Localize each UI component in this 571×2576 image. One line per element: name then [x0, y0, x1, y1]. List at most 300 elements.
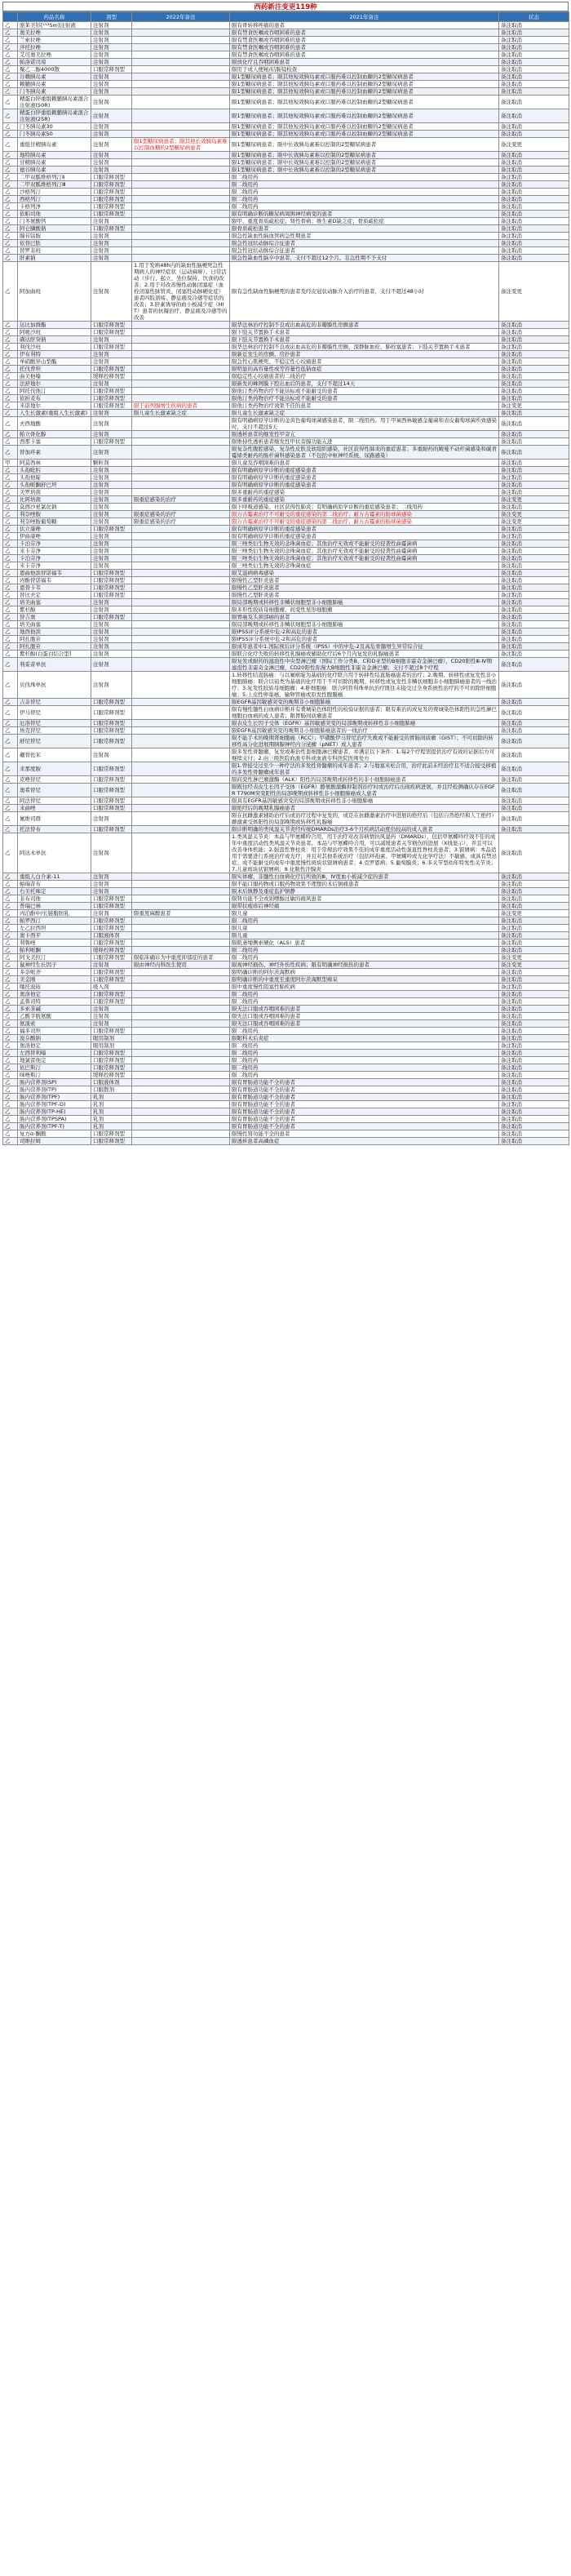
cell-grade: 乙	[3, 211, 18, 218]
cell-note-2022	[132, 388, 230, 395]
table-row	[3, 446, 569, 460]
cell-note-2021: 限二线用药	[230, 1064, 499, 1072]
cell-name: 地氯雷他定	[18, 1057, 91, 1064]
cell-status: 备注取消	[499, 621, 569, 628]
cell-form: 眼用制剂	[91, 1035, 132, 1042]
cell-grade: 乙	[3, 651, 18, 658]
cell-note-2022	[132, 336, 230, 344]
cell-note-2022	[132, 233, 230, 240]
cell-note-2022	[132, 651, 230, 658]
cell-grade: 乙	[3, 1042, 18, 1050]
cell-name: 奥洛他定	[18, 991, 91, 998]
cell-status: 备注变更	[499, 962, 569, 969]
table-row	[3, 329, 569, 336]
cell-status: 备注取消	[499, 1028, 569, 1035]
cell-note-2021: 限骨质疏松患者	[230, 225, 499, 233]
cell-grade: 乙	[3, 954, 18, 962]
cell-status: 备注取消	[499, 570, 569, 577]
cell-note-2021: 限二线用药	[230, 196, 499, 203]
table-row	[3, 336, 569, 344]
cell-grade: 乙	[3, 614, 18, 621]
table-row	[3, 1116, 569, 1123]
cell-grade: 乙	[3, 1086, 18, 1094]
cell-note-2021: 限既往经表皮生长因子受体（EGFR）酪氨酸激酶抑制剂治疗时或治疗后出现疾病进展，并且经检测确认存在EGFR T790M突变阳性的局部晚期或转移性非小细胞肺癌成人患者	[230, 784, 499, 797]
cell-form: 注射剂	[91, 218, 132, 225]
cell-status: 备注变更	[499, 402, 569, 410]
cell-status: 备注取消	[499, 1013, 569, 1020]
cell-grade: 乙	[3, 59, 18, 66]
cell-form: 注射剂	[91, 44, 132, 51]
cell-note-2021: 限在抗雌激素辅助治疗后或治疗过程中复发的，或是在抗雌激素治疗中进展的绝经后（包括自然绝经和人工绝经）雌激素受体阳性的局部晚期或转移性乳腺癌	[230, 812, 499, 826]
cell-name: 单硝酸异山梨酯	[18, 358, 91, 366]
cell-grade: 乙	[3, 1013, 18, 1020]
cell-form: 注射剂	[91, 167, 132, 174]
table-row	[3, 526, 569, 533]
cell-status: 备注变更	[499, 262, 569, 322]
cell-form: 口服常释剂型	[91, 976, 132, 984]
cell-note-2022	[132, 776, 230, 784]
cell-form: 口服常释剂型	[91, 189, 132, 196]
cell-status: 备注取消	[499, 533, 569, 540]
cell-grade: 乙	[3, 1101, 18, 1108]
table-row	[3, 727, 569, 735]
cell-form: 注射剂	[91, 446, 132, 460]
cell-grade: 乙	[3, 643, 18, 651]
cell-status: 备注取消	[499, 727, 569, 735]
cell-status: 备注取消	[499, 395, 569, 402]
cell-name: 伊马替尼	[18, 706, 91, 720]
cell-note-2021: 限二线用药	[230, 954, 499, 962]
cell-note-2021: 限多重耐药的重症感染	[230, 496, 499, 504]
cell-status: 备注取消	[499, 1035, 569, 1042]
table-row	[3, 366, 569, 373]
cell-grade: 乙	[3, 533, 18, 540]
cell-note-2022	[132, 203, 230, 211]
cell-note-2022	[132, 22, 230, 29]
cell-note-2022	[132, 446, 230, 460]
cell-grade: 乙	[3, 410, 18, 417]
cell-note-2022	[132, 998, 230, 1006]
cell-status: 备注取消	[499, 584, 569, 592]
cell-status: 备注取消	[499, 762, 569, 776]
cell-note-2022	[132, 29, 230, 37]
cell-grade: 乙	[3, 962, 18, 969]
cell-status: 备注取消	[499, 1130, 569, 1138]
table-row	[3, 511, 569, 518]
cell-form: 口服常释剂型	[91, 805, 132, 812]
cell-grade: 乙	[3, 174, 18, 181]
cell-status: 备注取消	[499, 460, 569, 467]
cell-form: 注射剂	[91, 511, 132, 518]
cell-status: 备注取消	[499, 873, 569, 881]
cell-form: 缓释控释剂型	[91, 373, 132, 380]
cell-form: 口服常释剂型	[91, 895, 132, 903]
cell-name: 莫西沙星氯化钠	[18, 504, 91, 511]
cell-grade: 乙	[3, 903, 18, 910]
cell-note-2021: 限有骨转移疼痛的患者	[230, 22, 499, 29]
cell-name: 肝素钠	[18, 255, 91, 262]
cell-status: 备注取消	[499, 1006, 569, 1013]
cell-name: 门冬氨酸钙	[18, 218, 91, 225]
cell-status: 备注取消	[499, 526, 569, 533]
cell-grade: 乙	[3, 998, 18, 1006]
cell-note-2022	[132, 1057, 230, 1064]
cell-name: 普瑞巴林	[18, 903, 91, 910]
cell-form: 口服常释剂型	[91, 903, 132, 910]
cell-name: 依帕司他	[18, 211, 91, 218]
cell-note-2021: 限眼科术后炎症	[230, 1035, 499, 1042]
cell-form: 注射剂	[91, 123, 132, 131]
cell-name: 多奈哌齐	[18, 969, 91, 976]
cell-status: 备注取消	[499, 203, 569, 211]
cell-grade: 乙	[3, 88, 18, 95]
cell-status: 备注取消	[499, 446, 569, 460]
table-row	[3, 548, 569, 555]
table-row	[3, 73, 569, 81]
cell-name: 埃克替尼	[18, 727, 91, 735]
cell-grade: 乙	[3, 939, 18, 947]
cell-note-2021: 限二线用药	[230, 181, 499, 189]
cell-grade: 乙	[3, 910, 18, 917]
cell-status: 备注取消	[499, 592, 569, 599]
cell-note-2022	[132, 925, 230, 932]
table-row	[3, 1020, 569, 1028]
cell-status: 备注取消	[499, 888, 569, 895]
cell-note-2022	[132, 1138, 230, 1145]
cell-name: 精蛋白锌重组赖脯胰岛素混合注射液(50R)	[18, 95, 91, 109]
table-row	[3, 651, 569, 658]
cell-grade: 乙	[3, 805, 18, 812]
cell-name: 重组人白介素-11	[18, 873, 91, 881]
cell-form: 注射剂	[91, 482, 132, 489]
cell-note-2021: 限胃癌及头颈部癌的患者	[230, 614, 499, 621]
cell-form: 口服常释剂型	[91, 388, 132, 395]
table-row	[3, 181, 569, 189]
cell-status: 备注取消	[499, 196, 569, 203]
cell-note-2022	[132, 240, 230, 247]
table-row	[3, 438, 569, 446]
table-row	[3, 196, 569, 203]
cell-name: 阿扎胞苷	[18, 643, 91, 651]
cell-grade: 乙	[3, 1064, 18, 1072]
cell-note-2022	[132, 562, 230, 570]
cell-form: 注射剂	[91, 962, 132, 969]
cell-note-2022	[132, 438, 230, 446]
cell-form: 注射剂	[91, 606, 132, 614]
cell-note-2022	[132, 1050, 230, 1057]
cell-status: 备注取消	[499, 1064, 569, 1072]
cell-status: 备注取消	[499, 812, 569, 826]
cell-grade: 乙	[3, 932, 18, 939]
cell-name: 比阿培南	[18, 496, 91, 504]
cell-status: 备注取消	[499, 720, 569, 727]
cell-status: 备注取消	[499, 322, 569, 329]
cell-form: 注射剂	[91, 748, 132, 762]
cell-grade: 乙	[3, 636, 18, 643]
cell-note-2022	[132, 395, 230, 402]
cell-name: 阿仑膦酸钠	[18, 225, 91, 233]
cell-name: 谷赖胰岛素	[18, 73, 91, 81]
cell-grade: 乙	[3, 22, 18, 29]
cell-note-2022	[132, 939, 230, 947]
cell-note-2021: 限1型糖尿病患者；限其他短效胰岛素或口服药难以控制血糖的2型糖尿病患者	[230, 81, 499, 88]
cell-form: 注射剂	[91, 351, 132, 358]
cell-name: 左西替利嗪	[18, 1050, 91, 1057]
cell-note-2021: 限有明确病原学诊断的重症感染患者	[230, 526, 499, 533]
table-row	[3, 218, 569, 225]
table-row	[3, 255, 569, 262]
cell-note-2022	[132, 1013, 230, 1020]
table-row	[3, 584, 569, 592]
table-row	[3, 167, 569, 174]
table-row	[3, 1079, 569, 1086]
cell-note-2022	[132, 1130, 230, 1138]
cell-note-2022	[132, 51, 230, 59]
table-row	[3, 762, 569, 776]
cell-note-2022	[132, 431, 230, 438]
cell-note-2021: 限急性心肌梗死、不稳定性心绞痛患者	[230, 358, 499, 366]
cell-form: 口服常释剂型	[91, 395, 132, 402]
cell-name: 左乙拉西坦	[18, 925, 91, 932]
cell-status: 备注取消	[499, 255, 569, 262]
cell-note-2022	[132, 329, 230, 336]
cell-name: 人生长激素(重组人生长激素)	[18, 410, 91, 417]
cell-note-2021: 限复发或耐药的滤泡性中央型淋巴瘤（国际工作分类B、C和D亚型的B细胞非霍奇金淋巴瘤），CD20阳性Ⅲ-Ⅳ期滤泡性非霍奇金淋巴瘤，CD20阳性弥漫大B细胞性非霍奇金淋巴瘤；支付不超过8个疗程	[230, 658, 499, 672]
cell-note-2022	[132, 570, 230, 577]
cell-note-2022	[132, 152, 230, 159]
cell-note-2022	[132, 322, 230, 329]
table-row	[3, 954, 569, 962]
cell-name: 替罗非班	[18, 247, 91, 255]
table-row	[3, 262, 569, 322]
table-row	[3, 66, 569, 73]
cell-grade: 乙	[3, 467, 18, 474]
cell-name: 福多司坦	[18, 1028, 91, 1035]
cell-note-2021: 限华法林治疗控制不良或出血高危的非瓣膜性房颤、深静脉血栓、肺栓塞患者；下肢关节置换手术患者	[230, 344, 499, 351]
cell-status: 备注取消	[499, 1086, 569, 1094]
table-row	[3, 621, 569, 628]
cell-form: 口服常释剂型	[91, 402, 132, 410]
cell-name: 地特胰岛素	[18, 152, 91, 159]
cell-name: 依巴斯汀	[18, 1064, 91, 1072]
cell-grade: 乙	[3, 1108, 18, 1116]
table-row	[3, 658, 569, 672]
cell-name: 二甲双胍维格列汀Ⅲ	[18, 181, 91, 189]
cell-note-2021: 限有胃肠道功能不全的患者	[230, 1108, 499, 1116]
cell-note-2022	[132, 735, 230, 748]
table-row	[3, 1050, 569, 1057]
cell-grade: 乙	[3, 540, 18, 548]
cell-note-2022	[132, 1006, 230, 1013]
cell-grade: 乙	[3, 1094, 18, 1101]
cell-form: 注射剂	[91, 88, 132, 95]
cell-note-2022	[132, 351, 230, 358]
cell-form: 乳剂	[91, 1123, 132, 1130]
cell-form: 注射剂	[91, 233, 132, 240]
table-row	[3, 614, 569, 621]
cell-form: 乳剂	[91, 1101, 132, 1108]
cell-grade: 乙	[3, 255, 18, 262]
cell-grade: 乙	[3, 329, 18, 336]
cell-note-2022	[132, 81, 230, 88]
cell-note-2022	[132, 211, 230, 218]
cell-status: 备注取消	[499, 474, 569, 482]
cell-grade: 乙	[3, 240, 18, 247]
cell-name: 阿达木单抗	[18, 833, 91, 873]
cell-form: 注射剂	[91, 540, 132, 548]
cell-form: 口服液体剂	[91, 932, 132, 939]
cell-name: 泮托拉唑	[18, 44, 91, 51]
cell-name: 乙酰半胱氨酸	[18, 1013, 91, 1020]
cell-note-2022	[132, 895, 230, 903]
header-name: 药品名称	[18, 12, 91, 22]
table-row	[3, 735, 569, 748]
cell-status: 备注取消	[499, 614, 569, 621]
cell-name: 沙格列汀	[18, 189, 91, 196]
cell-grade: 乙	[3, 888, 18, 895]
cell-note-2021: 限有胃肠道功能不全的患者	[230, 1079, 499, 1086]
cell-name: 阿哌沙班	[18, 329, 91, 336]
cell-grade: 乙	[3, 833, 18, 873]
cell-name: 替吉奥	[18, 614, 91, 621]
cell-note-2022	[132, 748, 230, 762]
cell-grade: 乙	[3, 562, 18, 570]
cell-grade: 乙	[3, 592, 18, 599]
table-row	[3, 1123, 569, 1130]
cell-note-2022	[132, 720, 230, 727]
cell-status: 备注取消	[499, 1057, 569, 1064]
cell-name: 磺达肝癸钠	[18, 336, 91, 344]
table-row	[3, 211, 569, 218]
cell-note-2022	[132, 917, 230, 925]
table-row	[3, 504, 569, 511]
table-row	[3, 748, 569, 762]
cell-status: 备注取消	[499, 504, 569, 511]
cell-note-2021: 限儿童生长激素缺乏症	[230, 410, 499, 417]
cell-note-2021: 限局部晚期或转移性非鳞状细胞型非小细胞肺癌	[230, 621, 499, 628]
cell-form: 注射剂	[91, 417, 132, 431]
cell-form: 注射剂	[91, 1020, 132, 1028]
cell-grade: 乙	[3, 881, 18, 888]
table-row	[3, 1086, 569, 1094]
cell-form: 口服常释剂型	[91, 174, 132, 181]
cell-note-2021: 限有明确诊断的糖尿病周围神经病变的患者	[230, 211, 499, 218]
table-row	[3, 776, 569, 784]
cell-grade: 乙	[3, 577, 18, 584]
cell-status: 备注取消	[499, 776, 569, 784]
cell-status: 备注取消	[499, 748, 569, 762]
cell-form: 口服常释剂型	[91, 1057, 132, 1064]
cell-grade: 乙	[3, 526, 18, 533]
cell-status: 备注取消	[499, 947, 569, 954]
cell-name: 头孢吡肟	[18, 467, 91, 474]
cell-form: 乳剂	[91, 1108, 132, 1116]
cell-note-2021: 限有胃肠道功能不全的患者	[230, 1116, 499, 1123]
cell-name: 奥卡西平	[18, 932, 91, 939]
cell-note-2022	[132, 540, 230, 548]
cell-form: 注射剂	[91, 672, 132, 699]
header-row	[3, 12, 569, 22]
table-row	[3, 344, 569, 351]
cell-note-2021: 限二线用药	[230, 991, 499, 998]
cell-form: 注射剂	[91, 812, 132, 826]
table-row	[3, 51, 569, 59]
cell-note-2021: 限无法口服或吞咽困难的患者	[230, 1020, 499, 1028]
cell-status: 备注取消	[499, 706, 569, 720]
cell-grade: 乙	[3, 504, 18, 511]
table-row	[3, 1064, 569, 1072]
cell-form: 口服常释剂型	[91, 1028, 132, 1035]
cell-note-2021: 限IPSS评分系统中危-2和高危的患者	[230, 628, 499, 636]
cell-note-2021: 限有禁食医嘱或吞咽困难的患者	[230, 44, 499, 51]
cell-name: 来那度胺	[18, 762, 91, 776]
cell-form: 注射剂	[91, 59, 132, 66]
cell-note-2022	[132, 1035, 230, 1042]
cell-note-2021: 限明显的高容量性或等容量性低钠血症	[230, 366, 499, 373]
cell-note-2022	[132, 555, 230, 562]
cell-name: 艾司奥美拉唑	[18, 51, 91, 59]
cell-form: 口服常释剂型	[91, 203, 132, 211]
cell-grade: 乙	[3, 976, 18, 984]
table-row	[3, 969, 569, 976]
cell-grade: 乙	[3, 351, 18, 358]
cell-grade: 甲	[3, 460, 18, 467]
cell-note-2022	[132, 833, 230, 873]
cell-status: 备注取消	[499, 636, 569, 643]
cell-status: 备注取消	[499, 881, 569, 888]
cell-grade: 乙	[3, 706, 18, 720]
cell-status: 备注取消	[499, 991, 569, 998]
cell-note-2021: 限间变性淋巴瘤激酶（ALK）阳性的局部晚期或转移性的非小细胞肺癌患者	[230, 776, 499, 784]
cell-note-2021: 限下呼吸道感染、社区获得性肺炎；有明确病原学诊断的重症感染患者；二线用药	[230, 504, 499, 511]
cell-grade: 乙	[3, 109, 18, 123]
cell-grade: 乙	[3, 584, 18, 592]
cell-grade: 乙	[3, 1028, 18, 1035]
cell-form: 口服常释剂型	[91, 584, 132, 592]
cell-note-2021: 限儿童及吞咽困难的患者	[230, 460, 499, 467]
cell-note-2022	[132, 984, 230, 991]
cell-status: 备注取消	[499, 240, 569, 247]
table-row	[3, 636, 569, 643]
cell-grade: 乙	[3, 189, 18, 196]
cell-grade: 乙	[3, 131, 18, 138]
cell-status: 备注取消	[499, 540, 569, 548]
cell-note-2021: 限诊断明确的类风湿关节炎经传统DMARDs治疗3-6个月疾病活动度仍较高的成人患者	[230, 826, 499, 833]
cell-note-2022	[132, 366, 230, 373]
cell-grade: 乙	[3, 395, 18, 402]
cell-name: 阿扎胞苷	[18, 636, 91, 643]
cell-status: 备注取消	[499, 329, 569, 336]
cell-grade: 乙	[3, 621, 18, 628]
cell-note-2021: 限有明确病原学诊断的重症感染患者	[230, 474, 499, 482]
cell-status: 备注取消	[499, 88, 569, 95]
cell-grade: 乙	[3, 233, 18, 240]
table-body	[3, 22, 569, 1145]
cell-note-2021: 限二线用药	[230, 998, 499, 1006]
cell-note-2021: 限二线用药	[230, 189, 499, 196]
table-row	[3, 225, 569, 233]
table-row	[3, 388, 569, 395]
table-row	[3, 932, 569, 939]
cell-name: 噻托溴铵	[18, 984, 91, 991]
cell-form: 缓释控释剂型	[91, 1072, 132, 1079]
cell-form: 注射剂	[91, 73, 132, 81]
cell-status: 备注取消	[499, 548, 569, 555]
cell-grade: 乙	[3, 1138, 18, 1145]
cell-note-2022	[132, 467, 230, 474]
cell-name: 阿加曲班	[18, 262, 91, 322]
cell-form: 注射剂	[91, 489, 132, 496]
